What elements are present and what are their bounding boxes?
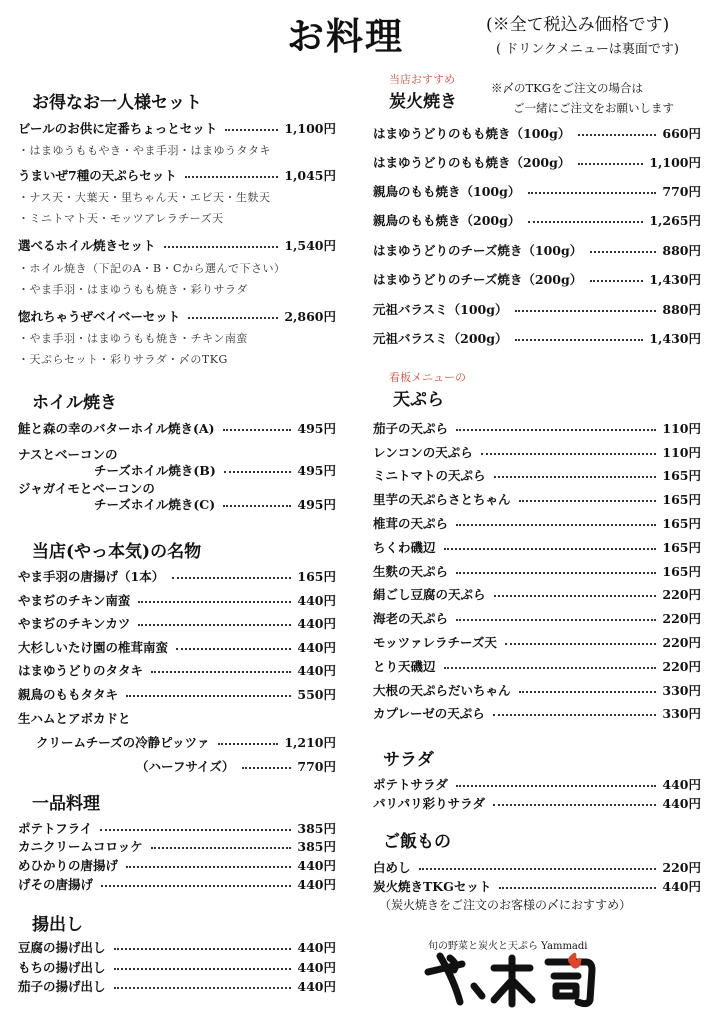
dot-leader xyxy=(515,339,643,341)
dot-leader xyxy=(444,667,657,669)
dot-leader xyxy=(493,714,657,716)
item-description: ・ホイル焼き（下記のA・B・Cから選んで下さい） xyxy=(18,262,286,275)
dot-leader xyxy=(164,246,279,248)
dot-leader xyxy=(456,572,656,574)
section-title-salad: サラダ xyxy=(383,750,434,770)
dot-leader xyxy=(126,695,291,697)
dot-leader xyxy=(114,987,292,989)
item-price: 110円 xyxy=(662,421,701,436)
item-description: ・ミニトマト天・モッツアレラチーズ天 xyxy=(18,212,224,225)
item-name: 里芋の天ぷらさとちゃん xyxy=(373,492,511,507)
menu-item xyxy=(18,305,336,327)
section-title-specialties: 当店(やっ本気)の名物 xyxy=(32,542,202,562)
item-price: 220円 xyxy=(662,659,701,674)
item-description: ・ナス天・大葉天・里ちゃん天・エビ天・生麩天 xyxy=(18,191,271,204)
item-name: ビールのお供に定番ちょっとセット xyxy=(18,121,218,136)
item-price: 440円 xyxy=(297,640,336,655)
menu-item xyxy=(373,655,701,677)
item-name: とり天磯辺 xyxy=(373,659,436,674)
dot-leader xyxy=(126,866,291,868)
dot-leader xyxy=(114,948,292,950)
section-badge: 当店おすすめ xyxy=(389,73,456,86)
item-price: 165円 xyxy=(662,564,701,579)
menu-item xyxy=(18,589,336,611)
item-name: 絹ごし豆腐の天ぷら xyxy=(373,587,486,602)
item-name: ナスとベーコンの xyxy=(18,447,118,462)
menu-item xyxy=(18,873,336,895)
item-name: 元祖バラスミ（200g） xyxy=(373,331,508,346)
item-price: 220円 xyxy=(662,587,701,602)
menu-item xyxy=(373,298,701,320)
menu-item xyxy=(373,607,701,629)
item-price: 165円 xyxy=(662,540,701,555)
item-price: 660円 xyxy=(662,126,701,141)
dot-leader xyxy=(578,134,656,136)
dot-leader xyxy=(519,500,657,502)
item-name: ちくわ磯辺 xyxy=(373,540,436,555)
dot-leader xyxy=(456,785,657,787)
menu-item xyxy=(18,493,336,515)
item-price: 770円 xyxy=(662,184,701,199)
item-name: はまゆうどりのもも焼き（100g） xyxy=(373,126,571,141)
item-name: カニクリームコロッケ xyxy=(18,839,143,854)
dot-leader xyxy=(100,829,291,831)
dot-leader xyxy=(578,163,643,165)
menu-item xyxy=(373,464,701,486)
item-price: 330円 xyxy=(662,683,701,698)
item-name: 炭火焼きTKGセット xyxy=(373,879,492,894)
item-price: 110円 xyxy=(662,445,701,460)
section-title-a-la-carte: 一品料理 xyxy=(32,794,100,814)
item-price: 220円 xyxy=(662,611,701,626)
dot-leader xyxy=(242,767,291,769)
dot-leader xyxy=(515,310,656,312)
item-description: ・はまゆうももやき・やま手羽・はまゆうタタキ xyxy=(18,144,271,157)
item-price: 440円 xyxy=(297,940,336,955)
dot-leader xyxy=(528,221,643,223)
item-name: 生麩の天ぷら xyxy=(373,564,449,579)
menu-item xyxy=(18,683,336,705)
menu-item xyxy=(373,488,701,510)
item-price: 880円 xyxy=(662,243,701,258)
dot-leader xyxy=(590,280,643,282)
dot-leader xyxy=(225,129,278,131)
item-name: はまゆうどりのもも焼き（200g） xyxy=(373,155,571,170)
menu-item xyxy=(373,151,701,173)
item-name: めひかりの唐揚げ xyxy=(18,858,119,873)
item-name: 豆腐の揚げ出し xyxy=(18,940,106,955)
item-name: チーズホイル焼き(B) xyxy=(94,463,216,478)
item-price: 440円 xyxy=(297,979,336,994)
item-name: 生ハムとアボカドと xyxy=(18,711,131,726)
menu-item xyxy=(18,565,336,587)
dot-leader xyxy=(151,847,292,849)
item-name: げその唐揚げ xyxy=(18,877,94,892)
item-name: 選べるホイル焼きセット xyxy=(18,238,156,253)
item-price: 165円 xyxy=(662,468,701,483)
restaurant-logo xyxy=(420,950,610,1010)
tax-note: (※全て税込み価格です) xyxy=(486,15,670,35)
item-price: 330円 xyxy=(662,706,701,721)
item-name: もちの揚げ出し xyxy=(18,960,106,975)
rice-note: （炭火焼きをご注文のお客様の〆におすすめ） xyxy=(379,898,632,912)
item-description: ・天ぷらセット・彩りサラダ・〆のTKG xyxy=(18,353,228,366)
logo-tagline: 旬の野菜と炭火と天ぷら Yammadi xyxy=(428,941,588,952)
item-price: 220円 xyxy=(662,635,701,650)
dot-leader xyxy=(223,429,292,431)
menu-item xyxy=(373,122,701,144)
dot-leader xyxy=(528,192,656,194)
item-name: チーズホイル焼き(C) xyxy=(94,497,216,512)
item-name: ミニトマトの天ぷら xyxy=(373,468,486,483)
item-name: ポテトサラダ xyxy=(373,777,448,792)
item-name: やま手羽の唐揚げ（1本） xyxy=(18,569,165,584)
dot-leader xyxy=(444,548,657,550)
item-name: カプレーゼの天ぷら xyxy=(373,706,485,721)
menu-item xyxy=(18,731,336,753)
menu-item xyxy=(373,268,701,290)
item-price: 440円 xyxy=(297,616,336,631)
item-price: 495円 xyxy=(297,497,336,512)
item-price: 385円 xyxy=(297,821,336,836)
dot-leader xyxy=(188,317,278,319)
menu-item xyxy=(373,209,701,231)
item-name: はまゆうどりのタタキ xyxy=(18,663,144,678)
item-price: 385円 xyxy=(297,839,336,854)
item-price: 495円 xyxy=(297,463,336,478)
page-title: お料理 xyxy=(287,14,404,58)
section-title-tempura: 天ぷら xyxy=(393,390,444,410)
item-name: はまゆうどりのチーズ焼き（200g） xyxy=(373,272,583,287)
menu-item xyxy=(18,636,336,658)
dot-leader xyxy=(590,251,656,253)
item-name: ジャガイモとベーコンの xyxy=(18,481,155,496)
section-badge: 看板メニューの xyxy=(389,371,466,384)
menu-item xyxy=(373,702,701,724)
item-price: 495円 xyxy=(297,421,336,436)
menu-item xyxy=(18,612,336,634)
item-price: 1,430円 xyxy=(649,331,701,346)
dot-leader xyxy=(138,601,291,603)
menu-item xyxy=(373,679,701,701)
menu-item xyxy=(373,631,701,653)
menu-item xyxy=(373,792,701,814)
item-price: 1,100円 xyxy=(649,155,701,170)
item-name: やまぢのチキン南蛮 xyxy=(18,593,131,608)
item-name: パリパリ彩りサラダ xyxy=(373,796,486,811)
item-name: ポテトフライ xyxy=(18,821,93,836)
item-price: 770円 xyxy=(297,759,336,774)
menu-item xyxy=(373,875,701,897)
item-price: 165円 xyxy=(662,516,701,531)
item-price: 440円 xyxy=(297,877,336,892)
dot-leader xyxy=(185,176,279,178)
dot-leader xyxy=(494,476,657,478)
dot-leader xyxy=(114,968,292,970)
dot-leader xyxy=(138,624,291,626)
section-title-charcoal: 炭火焼き xyxy=(389,92,457,112)
menu-item-line xyxy=(18,707,336,729)
item-name: はまゆうどりのチーズ焼き（100g） xyxy=(373,243,583,258)
dot-leader xyxy=(223,505,291,507)
menu-item xyxy=(373,417,701,439)
item-price: 440円 xyxy=(662,796,701,811)
item-name: 茄子の天ぷら xyxy=(373,421,449,436)
item-price: 165円 xyxy=(297,569,336,584)
item-name: （ハーフサイズ） xyxy=(136,759,235,774)
item-price: 880円 xyxy=(662,302,701,317)
dot-leader xyxy=(419,868,657,870)
dot-leader xyxy=(456,619,656,621)
menu-item xyxy=(18,975,336,997)
item-name: モッツァレラチーズ天 xyxy=(373,635,497,650)
item-price: 1,540円 xyxy=(284,238,336,253)
dot-leader xyxy=(505,643,657,645)
menu-item xyxy=(18,117,336,139)
item-name: 大根の天ぷらだいちゃん xyxy=(373,683,511,698)
item-price: 1,210円 xyxy=(284,735,336,750)
item-name: 親鳥のもも焼き（100g） xyxy=(373,184,521,199)
item-price: 165円 xyxy=(662,492,701,507)
dot-leader xyxy=(101,885,291,887)
dot-leader xyxy=(151,671,291,673)
item-price: 1,045円 xyxy=(284,168,336,183)
dot-leader xyxy=(456,429,656,431)
item-name: やまぢのチキンカツ xyxy=(18,616,131,631)
item-name: 海老の天ぷら xyxy=(373,611,449,626)
menu-item xyxy=(373,536,701,558)
item-description: ・やま手羽・はまゆうもも焼き・彩りサラダ xyxy=(18,283,248,296)
item-price: 440円 xyxy=(297,858,336,873)
menu-item xyxy=(373,583,701,605)
menu-item xyxy=(18,164,336,186)
dot-leader xyxy=(176,648,291,650)
flame-icon xyxy=(568,953,581,969)
menu-item xyxy=(18,755,336,777)
item-name: 親鳥のもも焼き（200g） xyxy=(373,213,521,228)
item-name: 大杉しいたけ園の椎茸南蛮 xyxy=(18,640,169,655)
dot-leader xyxy=(224,471,292,473)
dot-leader xyxy=(493,804,656,806)
drink-note: ( ドリンクメニューは裏面です) xyxy=(496,42,679,57)
tkg-note: ご一緒にご注文をお願いします xyxy=(513,101,674,115)
item-price: 1,430円 xyxy=(649,272,701,287)
menu-item xyxy=(18,417,336,439)
dot-leader xyxy=(481,453,657,455)
dot-leader xyxy=(172,577,291,579)
item-name: レンコンの天ぷら xyxy=(373,445,473,460)
menu-item xyxy=(373,512,701,534)
item-name: 惚れちゃうぜベイベーセット xyxy=(18,309,181,324)
item-price: 440円 xyxy=(662,777,701,792)
dot-leader xyxy=(218,743,279,745)
item-price: 440円 xyxy=(297,593,336,608)
menu-item xyxy=(373,180,701,202)
item-name: 茄子の揚げ出し xyxy=(18,979,106,994)
section-title-agedashi: 揚出し xyxy=(32,915,83,935)
item-price: 550円 xyxy=(297,687,336,702)
menu-item xyxy=(373,239,701,261)
item-name: 元祖バラスミ（100g） xyxy=(373,302,508,317)
item-name: うまいぜ7種の天ぷらセット xyxy=(18,168,177,183)
section-title-rice: ご飯もの xyxy=(383,832,451,852)
dot-leader xyxy=(494,595,657,597)
item-price: 220円 xyxy=(662,860,701,875)
item-name: 鮭と森の幸のバターホイル焼き(A) xyxy=(18,421,215,436)
dot-leader xyxy=(519,691,657,693)
section-title-foil: ホイル焼き xyxy=(32,393,117,413)
item-name: 白めし xyxy=(373,860,411,875)
item-price: 440円 xyxy=(297,663,336,678)
dot-leader xyxy=(456,524,656,526)
item-name: クリームチーズの冷静ピッツァ xyxy=(36,735,210,750)
tkg-note: ※〆のTKGをご注文の場合は xyxy=(491,81,643,95)
section-title-sets: お得なお一人様セット xyxy=(32,93,202,113)
item-name: 椎茸の天ぷら xyxy=(373,516,449,531)
menu-item xyxy=(373,560,701,582)
dot-leader xyxy=(499,887,656,889)
menu-item xyxy=(373,327,701,349)
menu-item xyxy=(18,936,336,958)
item-price: 440円 xyxy=(662,879,701,894)
item-description: ・やま手羽・はまゆうもも焼き・チキン南蛮 xyxy=(18,332,248,345)
item-price: 2,860円 xyxy=(284,309,336,324)
menu-item xyxy=(18,659,336,681)
item-price: 440円 xyxy=(297,960,336,975)
item-price: 1,100円 xyxy=(284,121,336,136)
item-price: 1,265円 xyxy=(649,213,701,228)
item-name: 親鳥のももタタキ xyxy=(18,687,119,702)
menu-item xyxy=(18,234,336,256)
menu-item xyxy=(373,441,701,463)
